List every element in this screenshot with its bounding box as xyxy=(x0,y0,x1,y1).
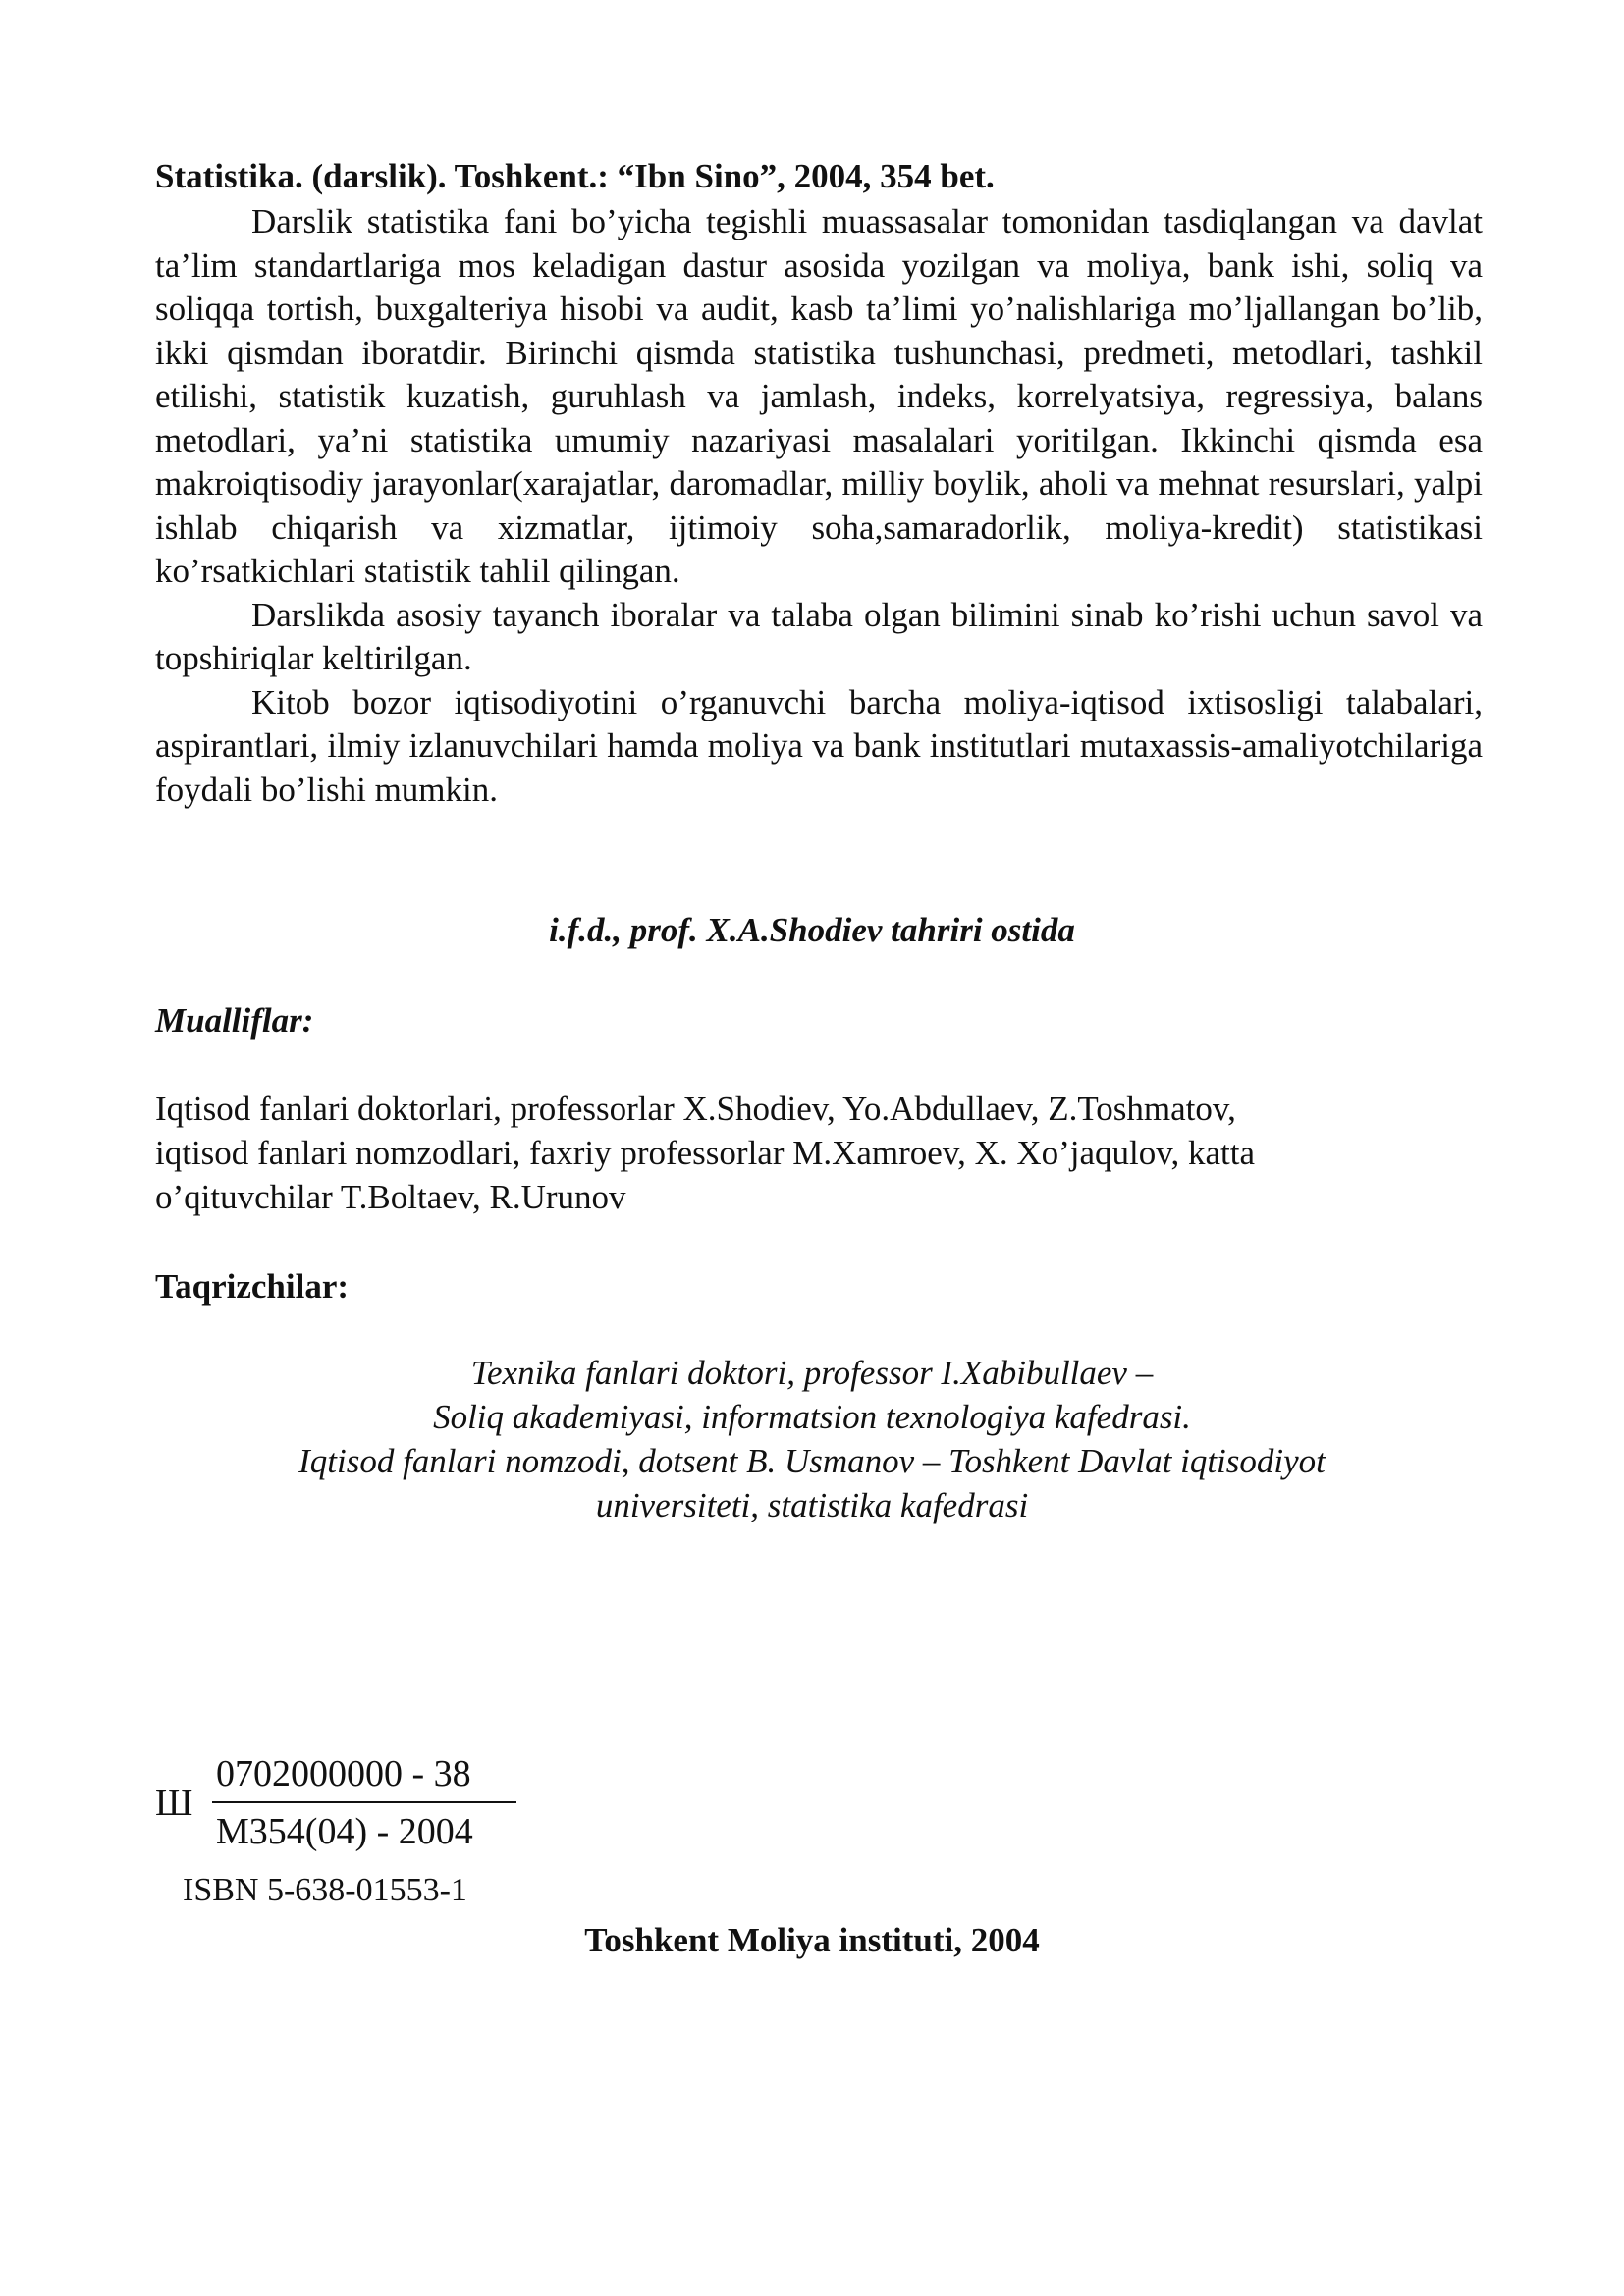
authors-line: iqtisod fanlari nomzodlari, faxriy professorlar M.Xamroev, X. Xo’jaqulov, katta xyxy=(155,1134,1255,1172)
abstract-paragraph: Darslik statistika fani bo’yicha tegishli muassasalar tomonidan tasdiqlangan va davlat ta’lim standartlariga mos keladigan dastur asosida yozilgan va moliya, bank ishi, soliq va soliqqa tortish, buxgalteriya hisobi va audit, kasb ta’limi yo’nalishlariga mo’ljallangan bo’lib, ikki qismdan iboratdir. Birinchi qismda statistika tushunchasi, predmeti, metodlari, tashkil etilishi, statistik kuzatish, guruhlash va jamlash, indeks, korrelyatsiya, regressiya, balans metodlari, ya’ni statistika umumiy nazariyasi masalalari yoritilgan. Ikkinchi qismda esa makroiqtisodiy jarayonlar(xarajatlar, daromadlar, milliy boylik, aholi va mehnat resurslari, yalpi ishlab chiqarish va xizmatlar, ijtimoiy soha,samaradorlik, moliya-kredit) statistikasi ko’rsatkichlari statistik tahlil qilingan. xyxy=(155,202,1483,590)
abstract-paragraph: Kitob bozor iqtisodiyotini o’rganuvchi barcha moliya-iqtisod ixtisosligi talabalari, aspirantlari, ilmiy izlanuvchilari hamda moliya va bank institutlari mutaxassis-amaliyotchilariga foydali bo’lishi mumkin. xyxy=(155,682,1483,809)
authors-heading: Mualliflar: xyxy=(155,1001,314,1040)
abstract-paragraph: Darslikda asosiy tayanch iboralar va talaba olgan bilimini sinab ko’rishi uchun savol va topshiriqlar keltirilgan. xyxy=(155,595,1483,677)
reviewers-list xyxy=(0,1351,1624,1527)
authors-list xyxy=(155,1087,1490,1219)
book-title: Statistika. (darslik). Toshkent.: “Ibn Sino”, 2004, 354 bet. xyxy=(155,157,995,195)
abstract xyxy=(155,200,1483,812)
fraction-divider xyxy=(212,1801,516,1803)
classification-denominator: M354(04) - 2004 xyxy=(216,1811,473,1852)
isbn-number: ISBN 5-638-01553-1 xyxy=(183,1872,467,1908)
publisher-line: Toshkent Moliya instituti, 2004 xyxy=(584,1921,1040,1959)
authors-line: o’qituvchilar T.Boltaev, R.Urunov xyxy=(155,1178,626,1216)
reviewers-line: Soliq akademiyasi, informatsion texnologiya kafedrasi. xyxy=(433,1398,1191,1436)
editor-line: i.f.d., prof. X.A.Shodiev tahriri ostida xyxy=(549,911,1075,949)
reviewers-line: universiteti, statistika kafedrasi xyxy=(595,1486,1029,1524)
reviewers-heading: Taqrizchilar: xyxy=(155,1267,350,1306)
classification-numerator: 0702000000 - 38 xyxy=(216,1753,471,1794)
authors-line: Iqtisod fanlari doktorlari, professorlar X.Shodiev, Yo.Abdullaev, Z.Toshmatov, xyxy=(155,1090,1236,1128)
reviewers-line: Iqtisod fanlari nomzodi, dotsent B. Usmanov – Toshkent Davlat iqtisodiyot xyxy=(298,1442,1326,1480)
classification-letter: Ш xyxy=(155,1783,193,1824)
reviewers-line: Texnika fanlari doktori, professor I.Xabibullaev – xyxy=(470,1354,1154,1392)
